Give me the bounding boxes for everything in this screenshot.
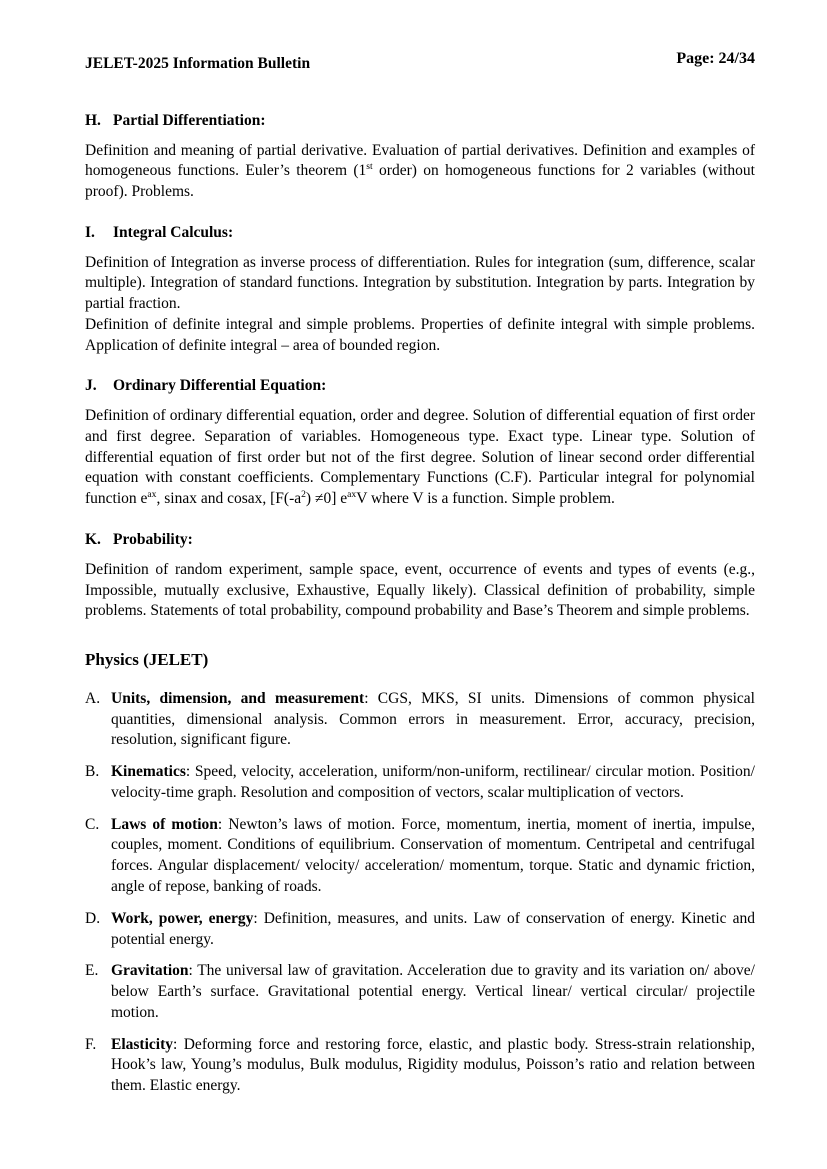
section-title: Integral Calculus: xyxy=(113,223,234,241)
document-title: JELET-2025 Information Bulletin xyxy=(85,55,311,72)
section-ordinary-differential-equation xyxy=(85,376,755,510)
item-label: F. xyxy=(85,1035,97,1053)
section-title: Probability: xyxy=(113,531,193,549)
item-text: Kinematics: Speed, velocity, acceleration, uniform/non-uniform, rectilinear/ circular motion. Position/ velocity-time graph. Resolution and composition of vectors, scalar multiplication of vectors. xyxy=(111,763,755,801)
page-header xyxy=(85,48,755,75)
section-paragraph: Definition of definite integral and simple problems. Properties of definite integral with simple problems. Application of definite integral – area of bounded region. xyxy=(85,315,755,354)
physics-item-units-dimension-measurement xyxy=(85,689,755,751)
item-text: Units, dimension, and measurement: CGS, MKS, SI units. Dimensions of common physical quantities, dimensional analysis. Common errors in measurement. Error, accuracy, precision, resolution, significant figure. xyxy=(111,689,755,749)
physics-item-laws-of-motion xyxy=(85,815,755,898)
page-number: Page: 24/34 xyxy=(676,50,755,67)
section-heading xyxy=(85,223,755,244)
item-label: A. xyxy=(85,689,101,707)
section-heading xyxy=(85,376,755,397)
item-label: D. xyxy=(85,909,101,927)
item-text: Laws of motion: Newton’s laws of motion. Force, momentum, inertia, moment of inertia, impulse, couples, moment. Conditions of equilibrium. Conservation of momentum. Centripetal and centrifugal forces. Angular displacement/ velocity/ acceleration/ momentum, torque. Static and dynamic friction, angle of repose, banking of roads. xyxy=(111,815,755,895)
section-heading xyxy=(85,111,755,132)
document-body xyxy=(85,111,755,1097)
section-paragraph: Definition and meaning of partial derivative. Evaluation of partial derivatives. Definition and examples of homogeneous functions. Euler’s theorem (1st order) on homogeneous functions for 2 variables (without proof). Problems. xyxy=(85,141,755,201)
physics-item-elasticity xyxy=(85,1035,755,1097)
section-partial-differentiation xyxy=(85,111,755,203)
section-title: Partial Differentiation: xyxy=(113,111,266,129)
item-label: C. xyxy=(85,815,100,833)
item-text: Gravitation: The universal law of gravitation. Acceleration due to gravity and its variation on/ above/ below Earth’s surface. Gravitational potential energy. Vertical linear/ vertical circular/ projectile motion. xyxy=(111,962,755,1021)
section-label: J. xyxy=(85,377,97,395)
item-label: E. xyxy=(85,962,99,980)
physics-item-kinematics xyxy=(85,762,755,804)
physics-section-heading: Physics (JELET) xyxy=(85,650,209,670)
section-paragraph: Definition of Integration as inverse process of differentiation. Rules for integration (sum, difference, scalar multiple). Integration of standard functions. Integration by substitution. Integration by parts. Integration by partial fraction. xyxy=(85,253,755,313)
section-label: K. xyxy=(85,531,101,549)
section-heading xyxy=(85,530,755,551)
item-text: Work, power, energy: Definition, measures, and units. Law of conservation of energy. Kinetic and potential energy. xyxy=(111,909,755,948)
section-label: I. xyxy=(85,223,95,241)
section-probability xyxy=(85,530,755,622)
item-label: B. xyxy=(85,763,100,781)
section-paragraph: Definition of random experiment, sample space, event, occurrence of events and types of events (e.g., Impossible, mutually exclusive, Exhaustive, Equally likely). Classical definition of probability, simple problems. Statements of total probability, compound probability and Base’s Theorem and simple problems. xyxy=(85,560,755,620)
item-text: Elasticity: Deforming force and restoring force, elastic, and plastic body. Stress-strain relationship, Hook’s law, Young’s modulus, Bulk modulus, Rigidity modulus, Poisson’s ratio and relation between them. Elastic energy. xyxy=(111,1035,755,1095)
section-title: Ordinary Differential Equation: xyxy=(113,377,327,395)
physics-item-gravitation xyxy=(85,961,755,1023)
section-paragraph: Definition of ordinary differential equation, order and degree. Solution of differential equation of first order and first degree. Separation of variables. Homogeneous type. Exact type. Linear type. Solution of differential equation of first order but not of the first degree. Solution of linear second order differential equation with constant coefficients. Complementary Functions (C.F). Particular integral for polynomial function $e^{ax}$, sinax and cosax, $[F(-a^2) \ne 0]$ $e^{ax}V$ where V is a function. Simple problem. xyxy=(85,407,755,508)
section-integral-calculus xyxy=(85,223,755,357)
physics-list xyxy=(85,689,755,1097)
physics-item-work-power-energy xyxy=(85,909,755,951)
section-label: H. xyxy=(85,111,101,129)
